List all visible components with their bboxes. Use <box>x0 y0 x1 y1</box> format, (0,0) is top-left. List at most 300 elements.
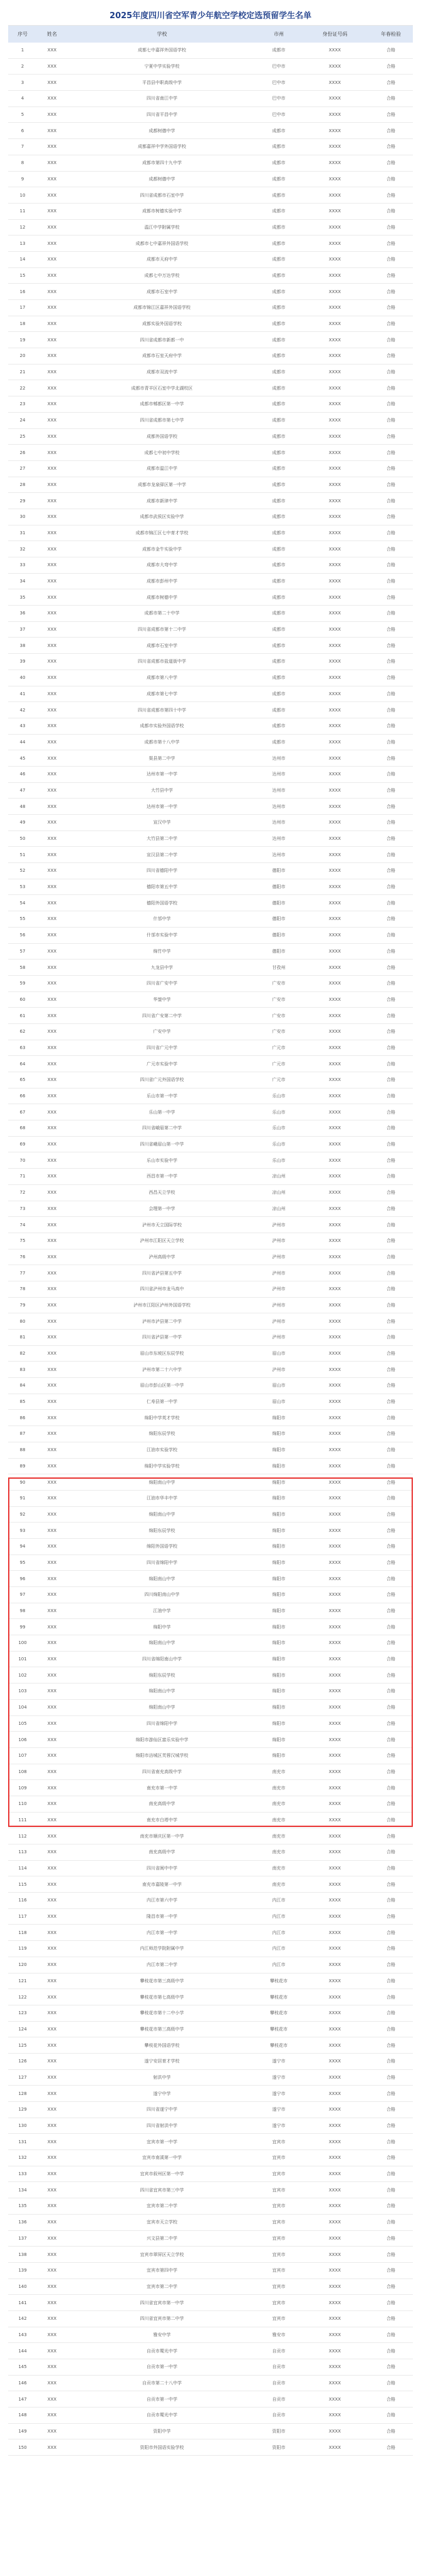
cell-id: XXXX <box>328 2316 341 2322</box>
table-row <box>8 429 413 445</box>
cell-school: 成都树德中学 <box>148 176 175 182</box>
cell-id: XXXX <box>328 272 341 278</box>
cell-school: 广安中学 <box>153 1029 171 1035</box>
cell-school: 内江市第一中学 <box>147 1930 177 1935</box>
cell-name: XXX <box>47 176 57 182</box>
cell-school: 大竹县中学 <box>151 787 173 793</box>
cell-seq: 139 <box>18 2268 27 2273</box>
cell-id: XXXX <box>328 1094 341 1099</box>
cell-status: 合格 <box>387 643 395 648</box>
cell-status: 合格 <box>387 305 395 311</box>
table-row <box>8 1684 413 1700</box>
cell-seq: 103 <box>18 1689 27 1694</box>
table-row <box>8 750 413 767</box>
cell-city: 攀枝花市 <box>270 1978 288 1984</box>
table-row <box>8 1716 413 1732</box>
cell-city: 巴中市 <box>272 112 286 118</box>
cell-school: 四川省广安中学 <box>147 981 177 986</box>
cell-status: 合格 <box>387 1866 395 1871</box>
cell-id: XXXX <box>328 353 341 359</box>
cell-name: XXX <box>47 2268 57 2273</box>
cell-status: 合格 <box>387 2235 395 2241</box>
table-row <box>8 2102 413 2118</box>
cell-status: 合格 <box>387 2139 395 2144</box>
cell-id: XXXX <box>328 1640 341 1646</box>
cell-status: 合格 <box>387 1833 395 1839</box>
cell-seq: 111 <box>18 1817 27 1823</box>
cell-id: XXXX <box>328 1174 341 1179</box>
cell-status: 合格 <box>387 1576 395 1581</box>
table-row <box>8 1667 413 1684</box>
cell-school: 大竹县第二中学 <box>147 836 177 842</box>
table-row <box>8 2198 413 2215</box>
cell-status: 合格 <box>387 48 395 53</box>
cell-school: 成都市天府中学 <box>147 257 177 262</box>
cell-status: 合格 <box>387 1157 395 1163</box>
cell-seq: 2 <box>21 64 24 70</box>
cell-school: 西昌市第一中学 <box>147 1174 177 1179</box>
cell-id: XXXX <box>328 627 341 633</box>
header-city: 市州 <box>274 31 284 37</box>
cell-id: XXXX <box>328 1624 341 1630</box>
cell-seq: 116 <box>18 1898 27 1903</box>
table-row <box>8 2070 413 2086</box>
cell-city: 巴中市 <box>272 96 286 101</box>
cell-id: XXXX <box>328 1318 341 1324</box>
cell-status: 合格 <box>387 1335 395 1340</box>
cell-name: XXX <box>47 611 57 616</box>
table-row <box>8 767 413 783</box>
cell-school: 乐山第一中学 <box>148 1109 175 1115</box>
cell-name: XXX <box>47 1351 57 1357</box>
cell-status: 合格 <box>387 933 395 938</box>
cell-seq: 9 <box>21 176 24 182</box>
cell-school: 泸州市天立国际学校 <box>142 1222 182 1228</box>
cell-status: 合格 <box>387 1785 395 1791</box>
table-row <box>8 1313 413 1330</box>
cell-seq: 50 <box>19 836 26 842</box>
table-row <box>8 1523 413 1539</box>
cell-school: 攀枝花市第三高级中学 <box>140 2026 184 2032</box>
cell-id: XXXX <box>328 1994 341 2000</box>
cell-school: 成都市七中嘉祥外国语学校 <box>135 241 189 246</box>
cell-school: 绵阳中学实验学校 <box>144 1463 180 1469</box>
cell-name: XXX <box>47 1142 57 1147</box>
cell-status: 合格 <box>387 1672 395 1678</box>
cell-name: XXX <box>47 1560 57 1565</box>
cell-id: XXXX <box>328 1125 341 1131</box>
cell-status: 合格 <box>387 1270 395 1276</box>
table-row <box>8 557 413 574</box>
cell-id: XXXX <box>328 1206 341 1211</box>
cell-status: 合格 <box>387 2364 395 2370</box>
cell-id: XXXX <box>328 1962 341 1968</box>
cell-city: 雅安市 <box>272 2332 286 2337</box>
cell-name: XXX <box>47 1689 57 1694</box>
cell-city: 攀枝花市 <box>270 2026 288 2032</box>
cell-school: 德阳市第五中学 <box>147 884 177 890</box>
cell-name: XXX <box>47 1431 57 1437</box>
cell-city: 泸州市 <box>272 1367 286 1372</box>
cell-school: 成都市石室天府中学 <box>142 353 182 359</box>
cell-id: XXXX <box>328 370 341 375</box>
cell-school: 四川省宜宾市第二中学 <box>140 2316 184 2322</box>
cell-id: XXXX <box>328 579 341 584</box>
cell-name: XXX <box>47 1833 57 1839</box>
table-row <box>8 2054 413 2070</box>
cell-status: 合格 <box>387 450 395 455</box>
cell-city: 达州市 <box>272 755 286 761</box>
cell-name: XXX <box>47 1657 57 1662</box>
cell-school: 成都市锦江区七中育才学校 <box>135 530 189 535</box>
cell-id: XXXX <box>328 2413 341 2418</box>
cell-name: XXX <box>47 643 57 648</box>
cell-name: XXX <box>47 2203 57 2209</box>
cell-status: 合格 <box>387 2284 395 2289</box>
table-row <box>8 1635 413 1652</box>
cell-name: XXX <box>47 1946 57 1952</box>
cell-school: 攀枝花外国语学校 <box>144 2042 180 2048</box>
cell-city: 成都市 <box>272 48 286 53</box>
cell-name: XXX <box>47 385 57 391</box>
cell-status: 合格 <box>387 1013 395 1018</box>
cell-name: XXX <box>47 2413 57 2418</box>
cell-name: XXX <box>47 128 57 133</box>
cell-school: 成都市温江中学 <box>147 466 177 472</box>
cell-school: 隆昌市第一中学 <box>147 1914 177 1920</box>
cell-name: XXX <box>47 1190 57 1196</box>
table-row <box>8 509 413 525</box>
cell-school: 成都市锦江区嘉祥外国语学校 <box>133 305 190 311</box>
cell-seq: 100 <box>18 1640 27 1646</box>
cell-city: 绵阳市 <box>272 1463 286 1469</box>
table-row <box>8 2376 413 2392</box>
cell-status: 合格 <box>387 1705 395 1710</box>
cell-seq: 74 <box>19 1222 26 1228</box>
cell-seq: 45 <box>19 755 26 761</box>
cell-id: XXXX <box>328 739 341 745</box>
cell-school: 绵阳外国语学校 <box>147 1544 177 1549</box>
cell-name: XXX <box>47 1978 57 1984</box>
cell-city: 广元市 <box>272 1045 286 1050</box>
cell-school: 四川省峨眉第二中学 <box>142 1125 182 1131</box>
cell-school: 绵阳东辰学校 <box>148 1431 175 1437</box>
cell-school: 成都市石室中学 <box>147 289 177 294</box>
table-row <box>8 1089 413 1105</box>
cell-seq: 109 <box>18 1785 27 1791</box>
cell-city: 南充市 <box>272 1785 286 1791</box>
cell-city: 绵阳市 <box>272 1560 286 1565</box>
cell-city: 成都市 <box>272 224 286 230</box>
table-row <box>8 702 413 718</box>
cell-city: 广元市 <box>272 1077 286 1083</box>
cell-id: XXXX <box>328 787 341 793</box>
cell-name: XXX <box>47 1238 57 1244</box>
cell-seq: 58 <box>19 965 26 970</box>
cell-city: 绵阳市 <box>272 1576 286 1581</box>
table-row <box>8 2166 413 2183</box>
cell-id: XXXX <box>328 916 341 922</box>
cell-status: 合格 <box>387 2220 395 2225</box>
cell-name: XXX <box>47 2300 57 2305</box>
table-row <box>8 1474 413 1491</box>
cell-seq: 91 <box>19 1496 26 1501</box>
cell-school: 成都市彭州中学 <box>147 579 177 584</box>
table-row <box>8 1828 413 1844</box>
table-header <box>8 26 413 43</box>
table-row <box>8 2295 413 2311</box>
cell-seq: 43 <box>19 723 26 729</box>
cell-seq: 146 <box>18 2381 27 2386</box>
cell-id: XXXX <box>328 1672 341 1678</box>
table-row <box>8 172 413 188</box>
cell-status: 合格 <box>387 1994 395 2000</box>
cell-school: 绵阳中学 <box>153 1624 171 1630</box>
cell-status: 合格 <box>387 739 395 745</box>
cell-seq: 107 <box>18 1753 27 1759</box>
header-name: 姓名 <box>47 31 57 37</box>
cell-school: 自贡市第一中学 <box>147 2396 177 2402</box>
cell-id: XXXX <box>328 707 341 713</box>
cell-status: 合格 <box>387 1640 395 1646</box>
cell-name: XXX <box>47 1753 57 1759</box>
table-row <box>8 461 413 477</box>
cell-school: 资阳中学 <box>153 2429 171 2434</box>
cell-school: 四川省射洪中学 <box>147 2123 177 2129</box>
table-row <box>8 1876 413 1893</box>
cell-city: 成都市 <box>272 739 286 745</box>
table-row <box>8 380 413 396</box>
cell-status: 合格 <box>387 1737 395 1742</box>
cell-seq: 133 <box>18 2171 27 2177</box>
cell-status: 合格 <box>387 385 395 391</box>
cell-seq: 52 <box>19 868 26 874</box>
cell-school: 成都市石室中学 <box>147 643 177 648</box>
cell-seq: 1 <box>21 48 24 53</box>
table-row <box>8 123 413 139</box>
cell-city: 绵阳市 <box>272 1689 286 1694</box>
cell-city: 广安市 <box>272 981 286 986</box>
cell-name: XXX <box>47 1640 57 1646</box>
table-row <box>8 413 413 429</box>
table-row <box>8 1748 413 1764</box>
table-row <box>8 1152 413 1169</box>
cell-city: 南充市 <box>272 1881 286 1887</box>
cell-id: XXXX <box>328 772 341 777</box>
cell-school: 绵阳市游仙区富乐实验中学 <box>135 1737 189 1742</box>
cell-seq: 12 <box>19 224 26 230</box>
cell-school: 成都嘉祥中学外国语学校 <box>138 144 186 150</box>
cell-school: 绵阳南山中学 <box>148 1479 175 1485</box>
cell-school: 四川省成都市新都一中 <box>140 337 184 343</box>
cell-name: XXX <box>47 2059 57 2064</box>
cell-city: 宜宾市 <box>272 2268 286 2273</box>
cell-seq: 55 <box>19 916 26 922</box>
cell-city: 绵阳市 <box>272 1511 286 1517</box>
table-body <box>8 43 413 2456</box>
cell-status: 合格 <box>387 2316 395 2322</box>
table-row <box>8 1941 413 1957</box>
cell-seq: 130 <box>18 2123 27 2129</box>
cell-name: XXX <box>47 2139 57 2144</box>
cell-seq: 72 <box>19 1190 26 1196</box>
cell-city: 南充市 <box>272 1769 286 1774</box>
cell-seq: 54 <box>19 900 26 906</box>
cell-status: 合格 <box>387 1881 395 1887</box>
cell-id: XXXX <box>328 2364 341 2370</box>
cell-status: 合格 <box>387 530 395 535</box>
cell-id: XXXX <box>328 289 341 294</box>
cell-city: 德阳市 <box>272 868 286 874</box>
cell-city: 成都市 <box>272 257 286 262</box>
table-row <box>8 2247 413 2263</box>
cell-name: XXX <box>47 627 57 633</box>
cell-city: 攀枝花市 <box>270 2010 288 2016</box>
cell-status: 合格 <box>387 1898 395 1903</box>
cell-seq: 8 <box>21 160 24 166</box>
cell-city: 绵阳市 <box>272 1640 286 1646</box>
table-row <box>8 1265 413 1281</box>
table-row <box>8 1539 413 1555</box>
cell-id: XXXX <box>328 321 341 327</box>
cell-seq: 81 <box>19 1335 26 1340</box>
cell-name: XXX <box>47 1544 57 1549</box>
cell-name: XXX <box>47 691 57 696</box>
cell-id: XXXX <box>328 1817 341 1823</box>
cell-school: 四川省泸县第一中学 <box>142 1335 182 1340</box>
cell-seq: 44 <box>19 739 26 745</box>
cell-id: XXXX <box>328 1560 341 1565</box>
cell-status: 合格 <box>387 2010 395 2016</box>
cell-city: 成都市 <box>272 579 286 584</box>
cell-seq: 75 <box>19 1238 26 1244</box>
cell-id: XXXX <box>328 1415 341 1420</box>
table-row <box>8 1973 413 1990</box>
cell-school: 攀枝花市第三高级中学 <box>140 1978 184 1984</box>
cell-status: 合格 <box>387 1190 395 1196</box>
table-row <box>8 477 413 494</box>
cell-name: XXX <box>47 2220 57 2225</box>
cell-status: 合格 <box>387 1753 395 1759</box>
cell-seq: 22 <box>19 385 26 391</box>
cell-id: XXXX <box>328 1608 341 1614</box>
cell-status: 合格 <box>387 2074 395 2080</box>
cell-seq: 119 <box>18 1946 27 1952</box>
table-row <box>8 574 413 590</box>
cell-city: 内江市 <box>272 1962 286 1968</box>
table-row <box>8 1137 413 1153</box>
cell-seq: 128 <box>18 2091 27 2096</box>
cell-status: 合格 <box>387 2268 395 2273</box>
cell-school: 乐山市实验中学 <box>147 1157 177 1163</box>
cell-id: XXXX <box>328 2396 341 2402</box>
cell-id: XXXX <box>328 804 341 809</box>
cell-name: XXX <box>47 1367 57 1372</box>
cell-seq: 124 <box>18 2026 27 2032</box>
cell-school: 宜宾市南溪第一中学 <box>142 2155 182 2161</box>
header-id: 身份证号码 <box>322 31 348 37</box>
cell-city: 成都市 <box>272 514 286 520</box>
table-row <box>8 2279 413 2295</box>
cell-id: XXXX <box>328 1720 341 1726</box>
cell-status: 合格 <box>387 820 395 825</box>
cell-name: XXX <box>47 1447 57 1453</box>
cell-city: 乐山市 <box>272 1142 286 1147</box>
cell-school: 自贡市蜀光中学 <box>147 2413 177 2418</box>
cell-seq: 20 <box>19 353 26 359</box>
cell-status: 合格 <box>387 787 395 793</box>
cell-name: XXX <box>47 2155 57 2161</box>
table-row <box>8 1217 413 1233</box>
table-row <box>8 1442 413 1459</box>
cell-seq: 18 <box>19 321 26 327</box>
cell-city: 成都市 <box>272 337 286 343</box>
cell-id: XXXX <box>328 1367 341 1372</box>
cell-seq: 39 <box>19 659 26 665</box>
cell-city: 宜宾市 <box>272 2300 286 2305</box>
cell-status: 合格 <box>387 514 395 520</box>
cell-status: 合格 <box>387 1479 395 1485</box>
cell-seq: 70 <box>19 1157 26 1163</box>
cell-school: 四川省成都市石室中学 <box>140 192 184 198</box>
cell-name: XXX <box>47 1061 57 1067</box>
cell-school: 南充市白塔中学 <box>147 1817 177 1823</box>
cell-city: 攀枝花市 <box>270 2042 288 2048</box>
cell-status: 合格 <box>387 2252 395 2257</box>
cell-id: XXXX <box>328 611 341 616</box>
cell-name: XXX <box>47 1769 57 1774</box>
table-row <box>8 879 413 896</box>
cell-name: XXX <box>47 257 57 262</box>
cell-seq: 46 <box>19 772 26 777</box>
cell-seq: 48 <box>19 804 26 809</box>
table-row <box>8 589 413 606</box>
table-row <box>8 1587 413 1603</box>
cell-status: 合格 <box>387 546 395 552</box>
cell-status: 合格 <box>387 466 395 472</box>
table-row <box>8 1298 413 1314</box>
cell-city: 资阳市 <box>272 2429 286 2434</box>
cell-school: 攀枝花市第十二中小学 <box>140 2010 184 2016</box>
cell-id: XXXX <box>328 659 341 665</box>
cell-city: 达州市 <box>272 836 286 842</box>
cell-seq: 13 <box>19 241 26 246</box>
cell-seq: 140 <box>18 2284 27 2289</box>
cell-school: 自贡市蜀光中学 <box>147 2348 177 2354</box>
cell-seq: 132 <box>18 2155 27 2161</box>
cell-id: XXXX <box>328 2284 341 2289</box>
cell-seq: 141 <box>18 2300 27 2305</box>
table-row <box>8 1394 413 1410</box>
cell-name: XXX <box>47 2010 57 2016</box>
table-row <box>8 1796 413 1813</box>
cell-status: 合格 <box>387 1447 395 1453</box>
cell-city: 南充市 <box>272 1866 286 1871</box>
cell-school: 四川省广元外国语学校 <box>140 1077 184 1083</box>
cell-id: XXXX <box>328 2187 341 2193</box>
cell-seq: 67 <box>19 1109 26 1115</box>
cell-status: 合格 <box>387 1399 395 1405</box>
cell-school: 成都七中万达学校 <box>144 272 180 278</box>
cell-id: XXXX <box>328 2107 341 2113</box>
table-row <box>8 155 413 172</box>
cell-seq: 37 <box>19 627 26 633</box>
cell-city: 自贡市 <box>272 2364 286 2370</box>
cell-status: 合格 <box>387 2187 395 2193</box>
cell-name: XXX <box>47 546 57 552</box>
cell-id: XXXX <box>328 1689 341 1694</box>
cell-id: XXXX <box>328 675 341 681</box>
